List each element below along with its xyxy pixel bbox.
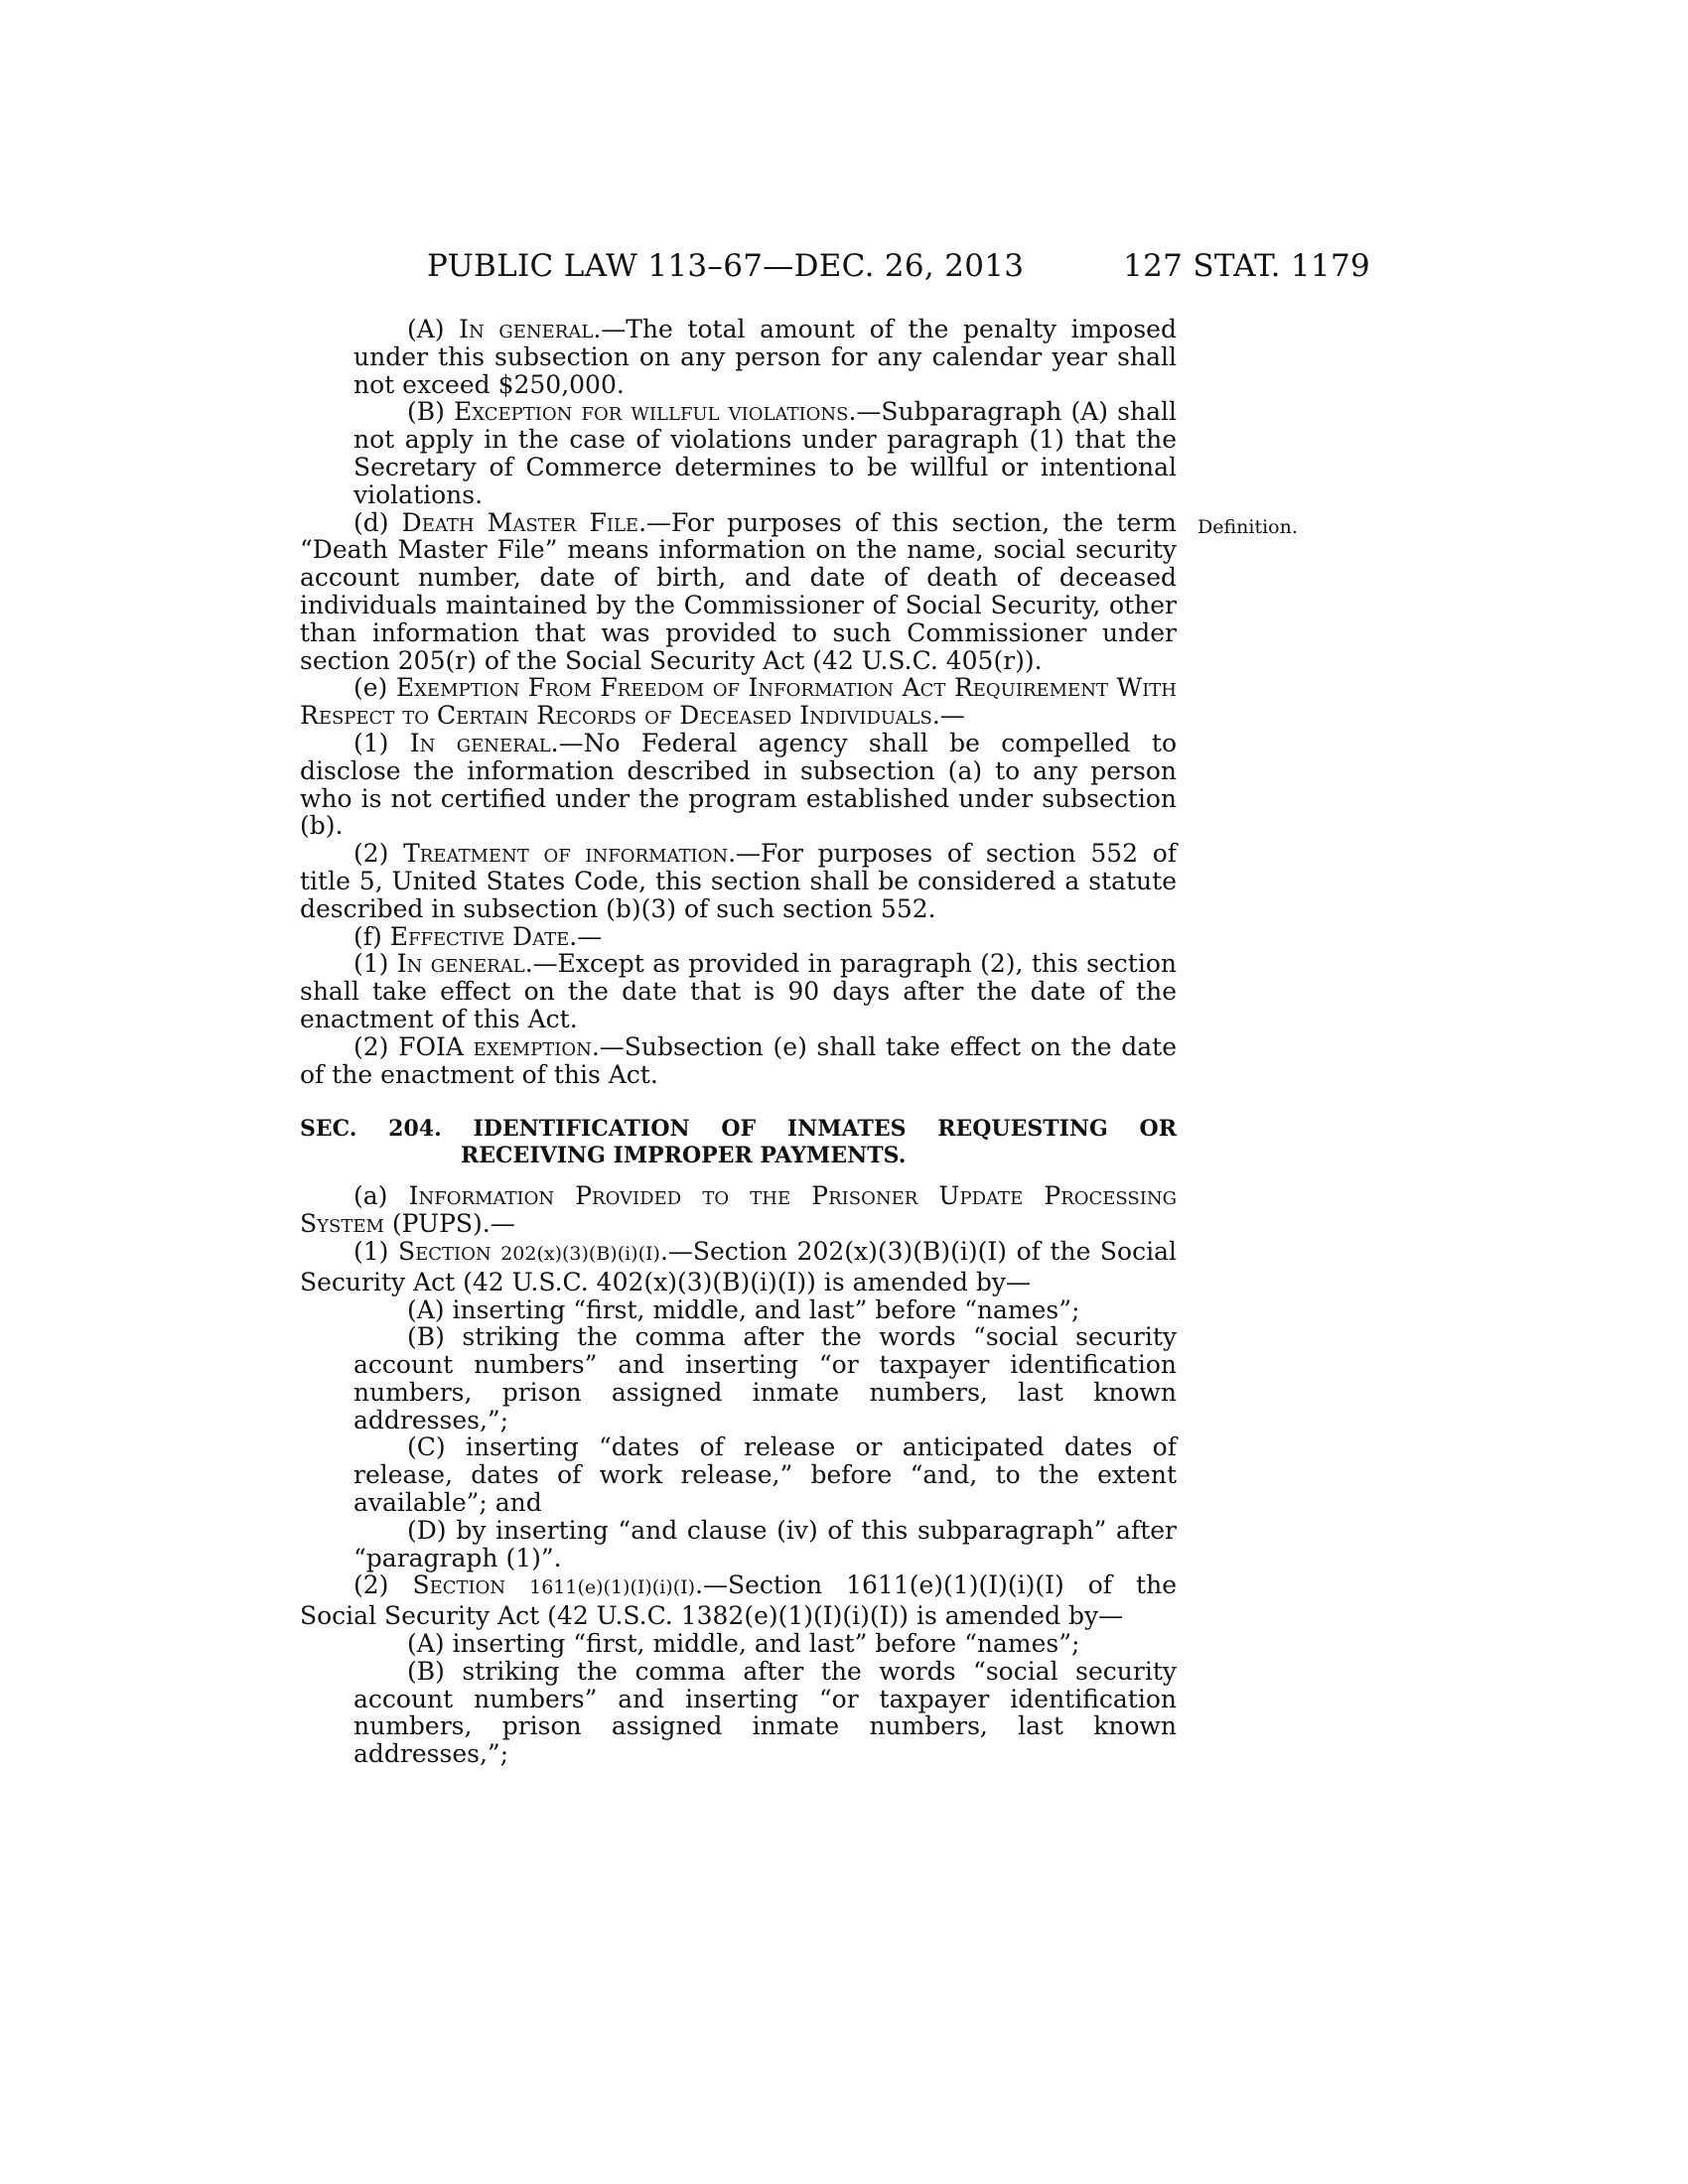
paragraph-e2-treatment: (2) Treatment of information.—For purposes of section 552 of title 5, United States Code, this section shall be considered a statute described in subsection (b)(3) of such section 552.	[300, 839, 1177, 923]
subsection-d-death-master-file: (d) Death Master File.—For purposes of this section, the term “Death Master File” means information on the name, social security account number, date of birth, and date of death of deceased individuals maintained by the Commissioner of Social Security, other than information that was provided to such Commissioner under section 205(r) of the Social Security Act (42 U.S.C. 405(r)).	[300, 507, 1177, 675]
subsection-f-effective-date: (f) Effective Date.—	[353, 921, 603, 951]
clause-a1b-strike-comma: (B) striking the comma after the words “social security account numbers” and inserting “or taxpayer identification numbers, prison assigned inmate numbers, last known addresses,”;	[353, 1322, 1177, 1434]
paragraph-a2-section-1611: (2) Section 1611(e)(1)(I)(i)(I).—Section 1611(e)(1)(I)(i)(I) of the Social Security Act (42 U.S.C. 1382(e)(1)(I)(i)(I)) is amended by—	[300, 1570, 1177, 1631]
clause-a1d-insert-clause-iv: (D) by inserting “and clause (iv) of this subparagraph” after “paragraph (1)”.	[353, 1515, 1177, 1572]
clause-a2b-strike-comma: (B) striking the comma after the words “social security account numbers” and inserting “or taxpayer identification numbers, prison assigned inmate numbers, last known addresses,”;	[353, 1656, 1177, 1769]
subsection-a-pups: (a) Information Provided to the Prisoner Update Processing System (PUPS).—	[300, 1181, 1177, 1239]
margin-note-definition: Definition.	[1197, 516, 1298, 538]
statute-page-number: 127 STAT. 1179	[1123, 248, 1370, 284]
public-law-citation: PUBLIC LAW 113–67—DEC. 26, 2013	[427, 248, 1025, 284]
statute-body	[300, 316, 1177, 1768]
paragraph-e1-in-general: (1) In general.—No Federal agency shall be compelled to disclose the information described in subsection (a) to any person who is not certified under the program established under subsection (b).	[300, 728, 1177, 841]
clause-a1c-insert-release-dates: (C) inserting “dates of release or anticipated dates of release, dates of work release,” before “and, to the extent available”; and	[353, 1433, 1177, 1518]
paragraph-f2-foia-exemption: (2) FOIA exemption.—Subsection (e) shall take effect on the date of the enactment of this Act.	[300, 1031, 1177, 1089]
section-204-heading: SEC. 204. IDENTIFICATION OF INMATES REQUESTING OR RECEIVING IMPROPER PAYMENTS.	[300, 1116, 1177, 1169]
subsection-e-foia-exemption: (e) Exemption From Freedom of Information Act Requirement With Respect to Certain Records of Deceased Individuals.—	[300, 673, 1178, 731]
subparagraph-b-exception: (B) Exception for willful violations.—Subparagraph (A) shall not apply in the case of violations under paragraph (1) that the Secretary of Commerce determines to be willful or intentional violations.	[353, 397, 1177, 509]
subparagraph-a-in-general: (A) In general.—The total amount of the penalty imposed under this subsection on any person for any calendar year shall not exceed $250,000.	[353, 315, 1177, 399]
clause-a1a-insert-names: (A) inserting “first, middle, and last” before “names”;	[407, 1295, 1080, 1324]
paragraph-f1-in-general: (1) In general.—Except as provided in paragraph (2), this section shall take effect on the date that is 90 days after the date of the enactment of this Act.	[300, 949, 1177, 1033]
paragraph-a1-section-202: (1) Section 202(x)(3)(B)(i)(I).—Section 202(x)(3)(B)(i)(I) of the Social Security Act (42 U.S.C. 402(x)(3)(B)(i)(I)) is amended by—	[300, 1236, 1178, 1297]
clause-a2a-insert-names: (A) inserting “first, middle, and last” before “names”;	[407, 1629, 1080, 1659]
